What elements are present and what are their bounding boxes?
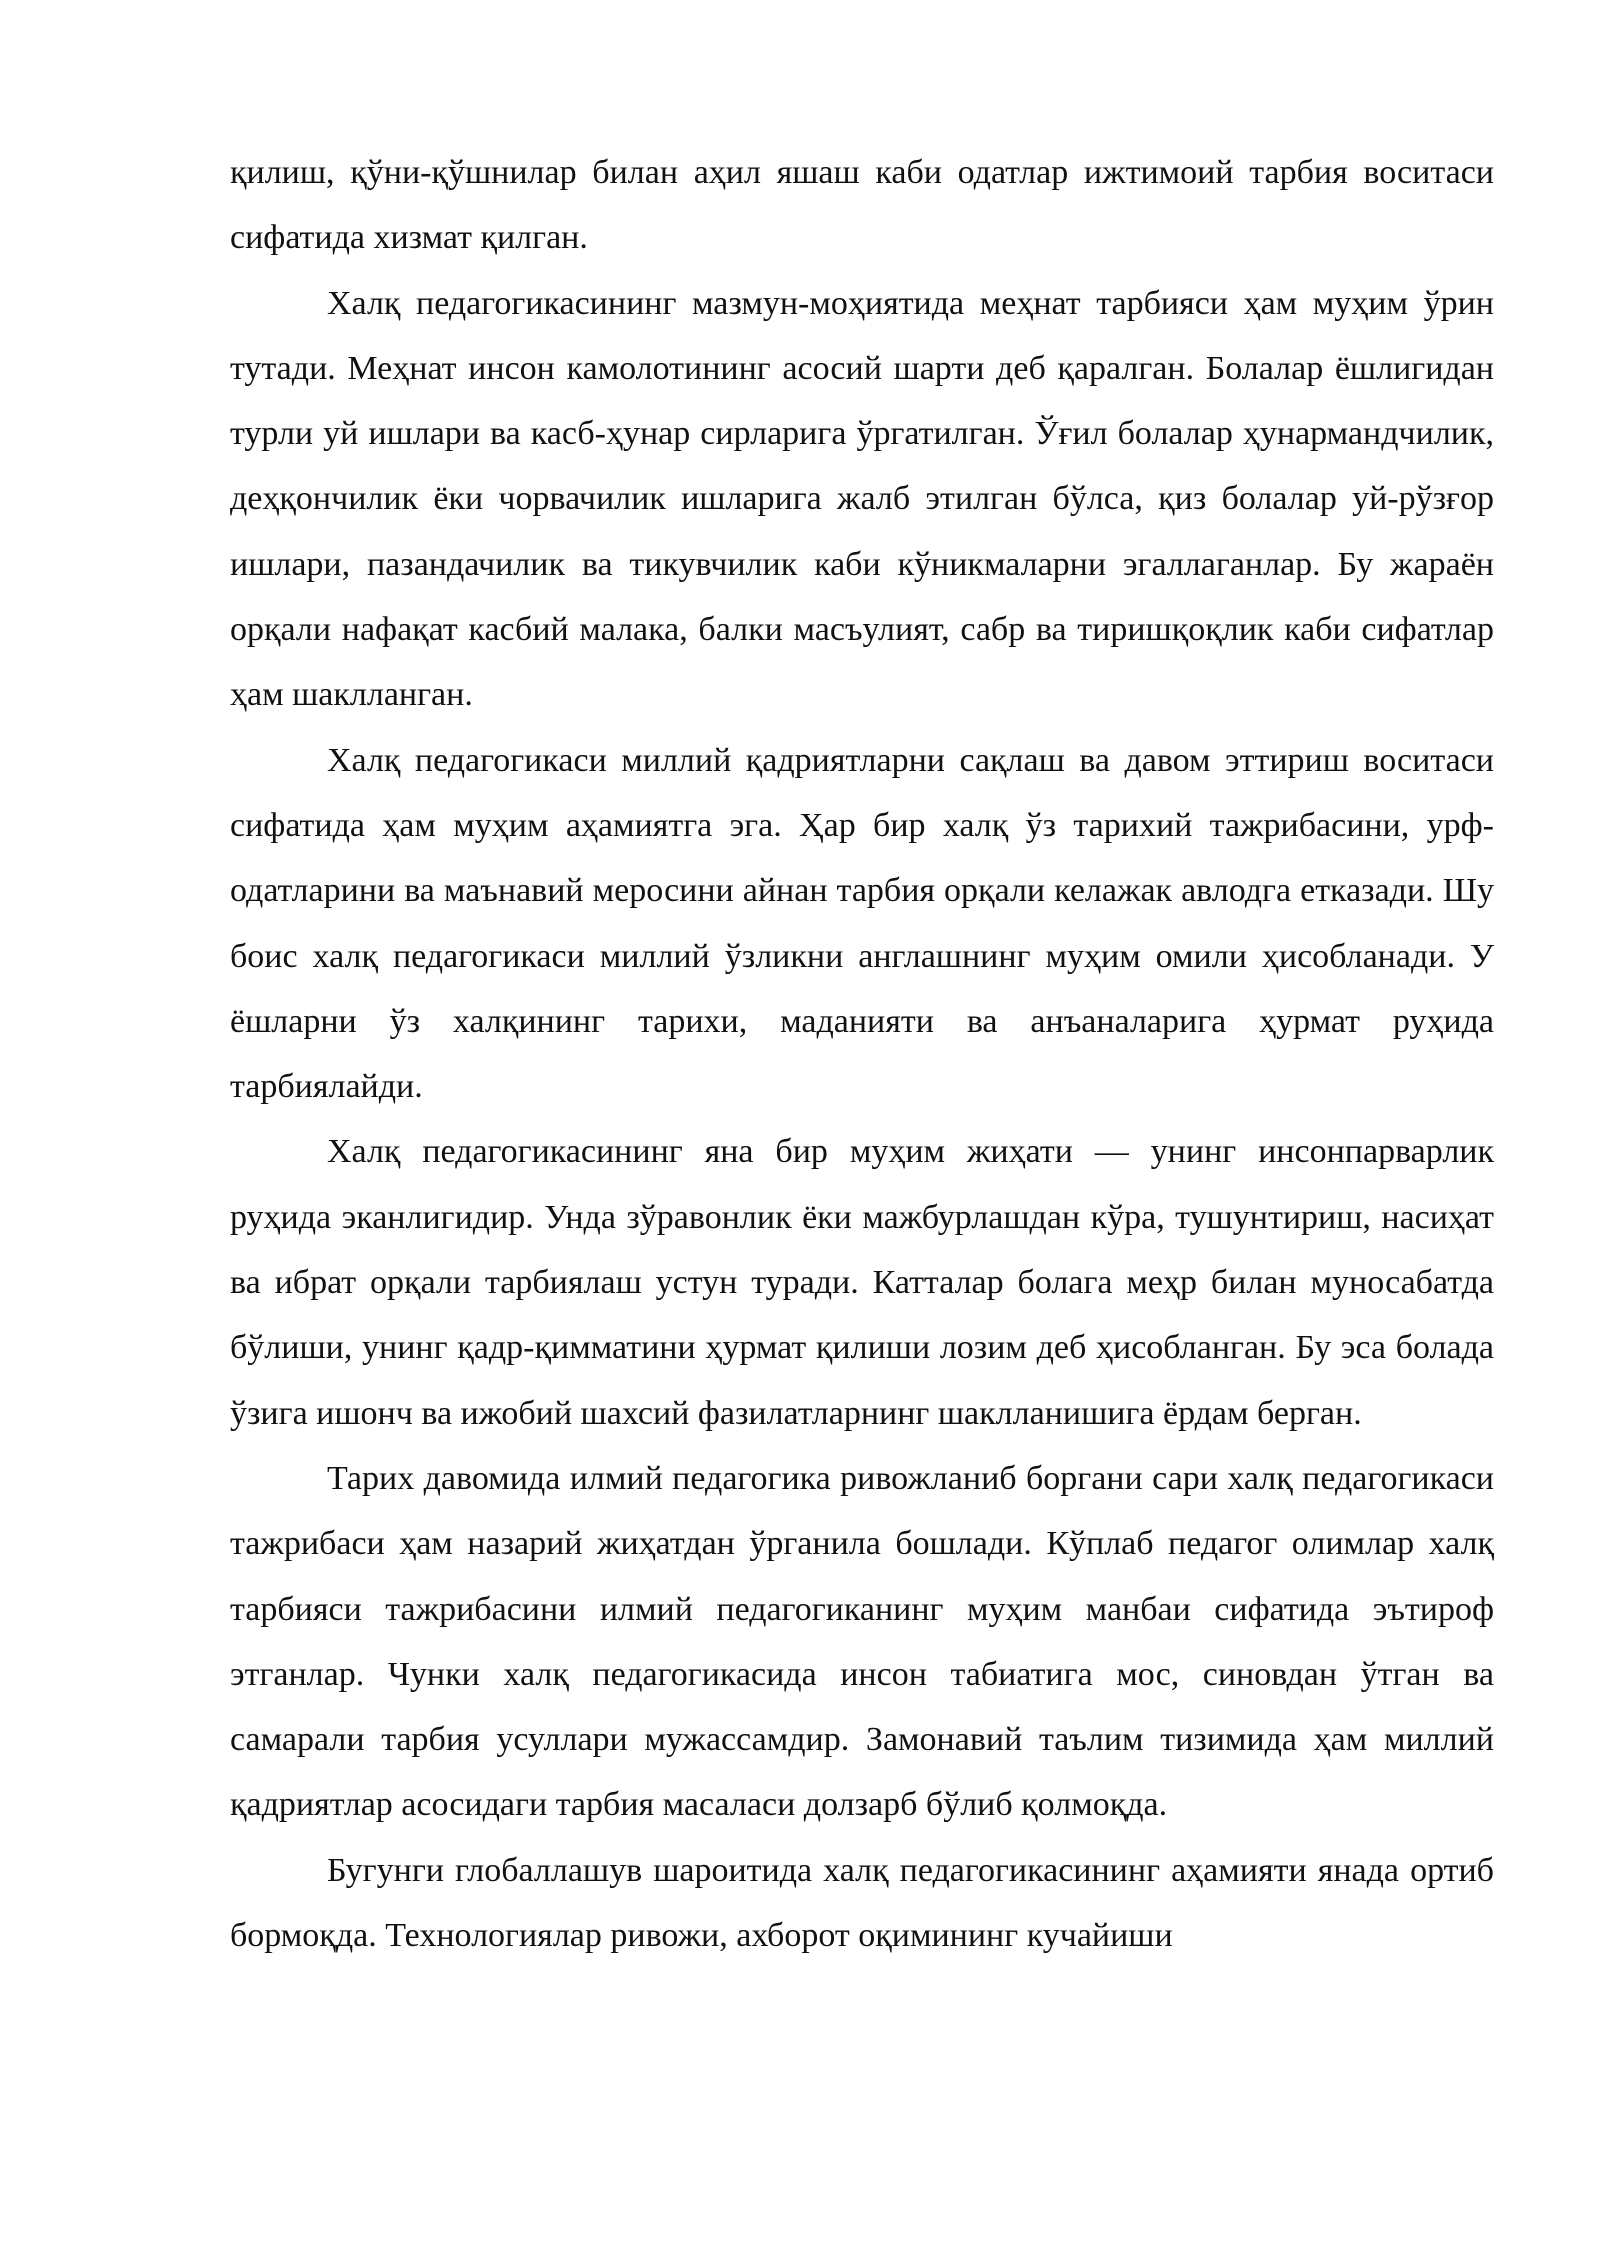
- paragraph: Бугунги глобаллашув шароитида халқ педагогикасининг аҳамияти янада ортиб бормоқда. Технологиялар ривожи, ахборот оқимининг кучайиши: [230, 1851, 1494, 1955]
- paragraph: Тарих давомида илмий педагогика ривожланиб боргани сари халқ педагогикаси тажрибаси ҳам назарий жиҳатдан ўрганила бошлади. Кўплаб педагог олимлар халқ тарбияси тажрибасини илмий педагогиканинг муҳим манбаи сифатида эътироф этганлар. Чунки халқ педагогикасида инсон табиатига мос, синовдан ўтган ва самарали тарбия усуллари мужассамдир. Замонавий таълим тизимида ҳам миллий қадриятлар асосидаги тарбия масаласи долзарб бўлиб қолмоқда.: [230, 1459, 1494, 1824]
- paragraph-continuation: қилиш, қўни-қўшнилар билан аҳил яшаш каби одатлар ижтимоий тарбия воситаси сифатида хизмат қилган.: [230, 154, 1494, 257]
- paragraph: Халқ педагогикасининг мазмун-моҳиятида меҳнат тарбияси ҳам муҳим ўрин тутади. Меҳнат инсон камолотининг асосий шарти деб қаралган. Болалар ёшлигидан турли уй ишлари ва касб-ҳунар сирларига ўргатилган. Ўғил болалар ҳунармандчилик, деҳқончилик ёки чорвачилик ишларига жалб этилган бўлса, қиз болалар уй-рўзғор ишлари, пазандачилик ва тикувчилик каби кўникмаларни эгаллаганлар. Бу жараён орқали нафақат касбий малака, балки масъулият, сабр ва тиришқоқлик каби сифатлар ҳам шаклланган.: [230, 284, 1494, 714]
- paragraph: Халқ педагогикасининг яна бир муҳим жиҳати — унинг инсонпарварлик руҳида эканлигидир. Унда зўравонлик ёки мажбурлашдан кўра, тушунтириш, насиҳат ва ибрат орқали тарбиялаш устун туради. Катталар болага меҳр билан муносабатда бўлиши, унинг қадр-қимматини ҳурмат қилиши лозим деб ҳисобланган. Бу эса болада ўзига ишонч ва ижобий шахсий фазилатларнинг шаклланишига ёрдам берган.: [230, 1133, 1494, 1432]
- paragraph: Халқ педагогикаси миллий қадриятларни сақлаш ва давом эттириш воситаси сифатида ҳам муҳим аҳамиятга эга. Ҳар бир халқ ўз тарихий тажрибасини, урф-одатларини ва маънавий меросини айнан тарбия орқали келажак авлодга етказади. Шу боис халқ педагогикаси миллий ўзликни англашнинг муҳим омили ҳисобланади. У ёшларни ўз халқининг тарихи, маданияти ва анъаналарига ҳурмат руҳида тарбиялайди.: [230, 741, 1494, 1106]
- body-text: [230, 140, 1494, 1968]
